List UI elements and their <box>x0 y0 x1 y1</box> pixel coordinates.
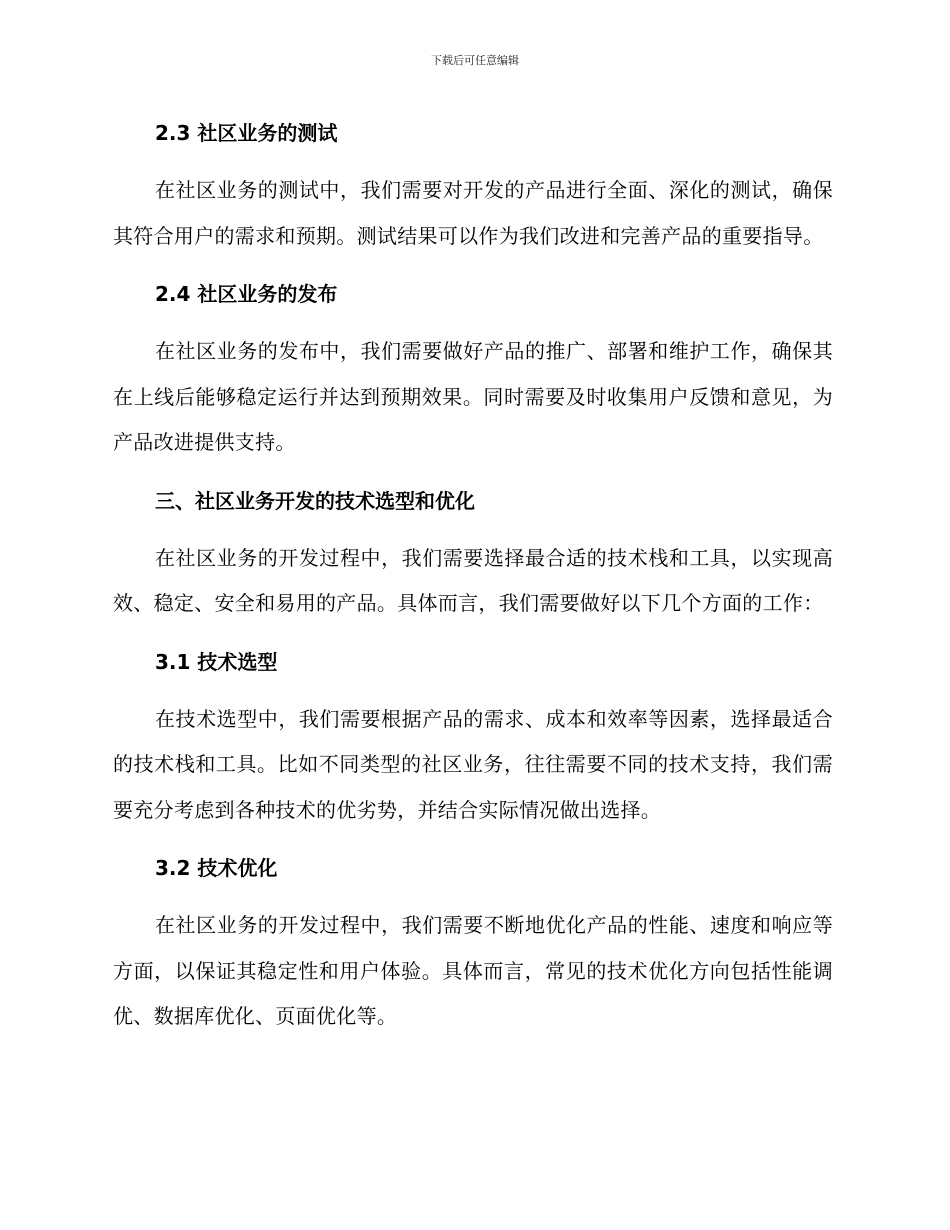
section-paragraph-2-4: 在社区业务的发布中，我们需要做好产品的推广、部署和维护工作，确保其在上线后能够稳定运行并达到预期效果。同时需要及时收集用户反馈和意见，为产品改进提供支持。 <box>113 339 833 454</box>
page-header-note: 下载后可任意编辑 <box>431 54 519 67</box>
section-heading-3-1: 3.1 技术选型 <box>155 649 278 674</box>
document-body <box>113 110 833 1052</box>
section-heading-2-3: 2.3 社区业务的测试 <box>155 121 338 145</box>
section-paragraph-3: 在社区业务的开发过程中，我们需要选择最合适的技术栈和工具，以实现高效、稳定、安全和易用的产品。具体而言，我们需要做好以下几个方面的工作： <box>113 545 833 615</box>
section-heading-3-2: 3.2 技术优化 <box>155 856 278 880</box>
section-heading-3: 三、社区业务开发的技术选型和优化 <box>155 488 475 513</box>
section-paragraph-3-1: 在技术选型中，我们需要根据产品的需求、成本和效率等因素，选择最适合的技术栈和工具。比如不同类型的社区业务，往往需要不同的技术支持，我们需要充分考虑到各种技术的优劣势，并结合实际情况做出选择。 <box>113 706 833 822</box>
section-heading-2-4: 2.4 社区业务的发布 <box>155 282 338 306</box>
section-paragraph-2-3: 在社区业务的测试中，我们需要对开发的产品进行全面、深化的测试，确保其符合用户的需求和预期。测试结果可以作为我们改进和完善产品的重要指导。 <box>113 178 833 248</box>
section-paragraph-3-2: 在社区业务的开发过程中，我们需要不断地优化产品的性能、速度和响应等方面，以保证其稳定性和用户体验。具体而言，常见的技术优化方向包括性能调优、数据库优化、页面优化等。 <box>113 913 833 1028</box>
